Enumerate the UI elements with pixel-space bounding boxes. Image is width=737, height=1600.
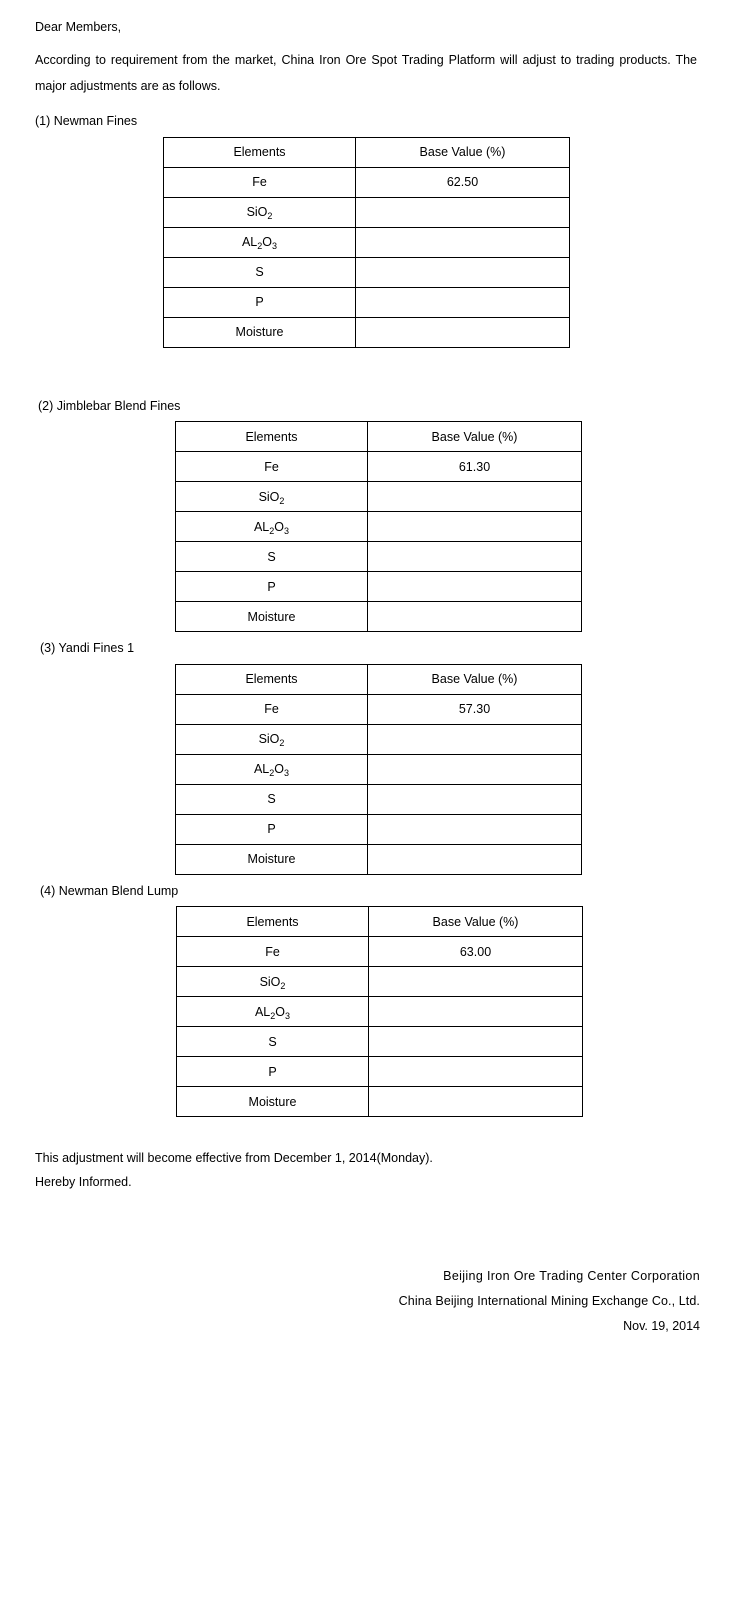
- section-label-1: (1) Newman Fines: [35, 114, 138, 129]
- signature-block: [35, 1264, 702, 1339]
- spec-table-3: [175, 664, 582, 875]
- cell-element: S: [176, 542, 368, 572]
- header-base-value: Base Value (%): [369, 907, 583, 937]
- spacer: [35, 875, 702, 883]
- spacer: [35, 348, 702, 398]
- cell-element: [177, 997, 369, 1027]
- cell-element: [176, 754, 368, 784]
- cell-element: Moisture: [176, 602, 368, 632]
- cell-element-text: SiO: [246, 205, 268, 220]
- table-row: [164, 317, 570, 347]
- cell-value: [368, 754, 582, 784]
- cell-element-subscript: 2: [257, 241, 263, 252]
- effective-note: This adjustment will become effective from December 1, 2014(Monday).: [35, 1151, 433, 1166]
- cell-element-subscript2: 3: [284, 525, 290, 536]
- cell-value: 63.00: [369, 937, 583, 967]
- spec-table-2: [175, 421, 582, 632]
- cell-element: [164, 197, 356, 227]
- table-row: [177, 1027, 583, 1057]
- cell-value: [368, 542, 582, 572]
- header-elements: Elements: [164, 137, 356, 167]
- table-row: [176, 602, 582, 632]
- cell-element: S: [177, 1027, 369, 1057]
- cell-element-text: AL: [253, 762, 270, 777]
- cell-element: Fe: [164, 167, 356, 197]
- table-header-row: [176, 422, 582, 452]
- cell-element-text: SiO: [258, 732, 280, 747]
- table-row: [176, 482, 582, 512]
- section-label-4: (4) Newman Blend Lump: [40, 883, 179, 898]
- table-row: [164, 287, 570, 317]
- cell-element-text: AL: [253, 519, 270, 534]
- cell-element: P: [176, 572, 368, 602]
- cell-value: [356, 257, 570, 287]
- table-wrapper-3: [35, 664, 702, 875]
- cell-value: 57.30: [368, 694, 582, 724]
- signature-org-1: Beijing Iron Ore Trading Center Corporation: [443, 1268, 700, 1283]
- cell-element: Fe: [176, 694, 368, 724]
- cell-element-subscript: 2: [280, 980, 286, 991]
- cell-element-subscript2: 3: [272, 241, 278, 252]
- cell-value: [356, 317, 570, 347]
- cell-element-text2: O: [262, 235, 273, 250]
- table-row: [176, 512, 582, 542]
- table-row: [176, 784, 582, 814]
- table-row: [177, 997, 583, 1027]
- header-base-value: Base Value (%): [356, 137, 570, 167]
- signature-date: Nov. 19, 2014: [623, 1318, 700, 1333]
- cell-value: [368, 512, 582, 542]
- cell-element-text2: O: [274, 519, 285, 534]
- cell-value: [368, 724, 582, 754]
- header-elements: Elements: [176, 422, 368, 452]
- cell-element-text2: O: [275, 1004, 286, 1019]
- cell-element-subscript: 2: [279, 738, 285, 749]
- cell-element: P: [164, 287, 356, 317]
- cell-value: [368, 784, 582, 814]
- table-row: [176, 452, 582, 482]
- table-header-row: [164, 137, 570, 167]
- cell-value: 61.30: [368, 452, 582, 482]
- salutation: Dear Members,: [35, 20, 122, 34]
- header-base-value: Base Value (%): [368, 422, 582, 452]
- header-elements: Elements: [176, 664, 368, 694]
- table-row: [176, 542, 582, 572]
- cell-element: S: [164, 257, 356, 287]
- cell-element-subscript: 2: [279, 495, 285, 506]
- cell-value: [368, 482, 582, 512]
- cell-element: [176, 512, 368, 542]
- cell-element: Moisture: [176, 844, 368, 874]
- header-base-value: Base Value (%): [368, 664, 582, 694]
- cell-element: P: [177, 1057, 369, 1087]
- cell-value: 62.50: [356, 167, 570, 197]
- cell-element: Moisture: [177, 1087, 369, 1117]
- spec-table-1: [163, 137, 570, 348]
- table-row: [164, 257, 570, 287]
- cell-element-text: SiO: [258, 489, 280, 504]
- table-wrapper-2: [35, 421, 702, 632]
- cell-element-text: AL: [254, 1004, 271, 1019]
- cell-element-text: AL: [241, 235, 258, 250]
- table-row: [177, 937, 583, 967]
- signature-org-2: China Beijing International Mining Exchange Co., Ltd.: [398, 1293, 700, 1308]
- cell-element: S: [176, 784, 368, 814]
- cell-element: P: [176, 814, 368, 844]
- cell-value: [369, 1057, 583, 1087]
- cell-element-subscript2: 3: [285, 1010, 291, 1021]
- section-label-3: (3) Yandi Fines 1: [40, 641, 135, 656]
- header-elements: Elements: [177, 907, 369, 937]
- intro-paragraph: According to requirement from the market, China Iron Ore Spot Trading Platform will adjust to trading products. The major adjustments are as follows.: [35, 53, 697, 93]
- table-row: [177, 1057, 583, 1087]
- table-row: [176, 844, 582, 874]
- table-wrapper-4: [35, 906, 702, 1117]
- cell-value: [369, 1087, 583, 1117]
- cell-element: [164, 227, 356, 257]
- cell-value: [368, 572, 582, 602]
- cell-element-subscript: 2: [267, 211, 273, 222]
- cell-element-subscript2: 3: [284, 768, 290, 779]
- section-label-2: (2) Jimblebar Blend Fines: [38, 398, 181, 413]
- cell-value: [368, 844, 582, 874]
- spacer: [35, 1117, 702, 1147]
- table-row: [176, 814, 582, 844]
- cell-element-subscript: 2: [269, 768, 275, 779]
- table-row: [176, 724, 582, 754]
- cell-value: [368, 602, 582, 632]
- table-row: [164, 197, 570, 227]
- cell-element: [177, 967, 369, 997]
- table-row: [176, 572, 582, 602]
- table-row: [164, 167, 570, 197]
- spec-table-4: [176, 906, 583, 1117]
- table-row: [176, 694, 582, 724]
- cell-element: [176, 724, 368, 754]
- cell-value: [369, 967, 583, 997]
- cell-element: Fe: [176, 452, 368, 482]
- cell-value: [369, 1027, 583, 1057]
- cell-element: Fe: [177, 937, 369, 967]
- table-wrapper-1: [35, 137, 702, 348]
- cell-value: [368, 814, 582, 844]
- cell-element: Moisture: [164, 317, 356, 347]
- table-header-row: [177, 907, 583, 937]
- table-row: [177, 1087, 583, 1117]
- cell-value: [356, 287, 570, 317]
- table-row: [176, 754, 582, 784]
- table-row: [164, 227, 570, 257]
- table-row: [177, 967, 583, 997]
- cell-element-subscript: 2: [269, 525, 275, 536]
- cell-value: [369, 997, 583, 1027]
- cell-value: [356, 227, 570, 257]
- table-header-row: [176, 664, 582, 694]
- cell-element-text2: O: [274, 762, 285, 777]
- cell-element-subscript: 2: [270, 1010, 276, 1021]
- cell-value: [356, 197, 570, 227]
- cell-element-text: SiO: [259, 974, 281, 989]
- cell-element: [176, 482, 368, 512]
- spacer: [35, 632, 702, 640]
- hereby-informed: Hereby Informed.: [35, 1174, 132, 1189]
